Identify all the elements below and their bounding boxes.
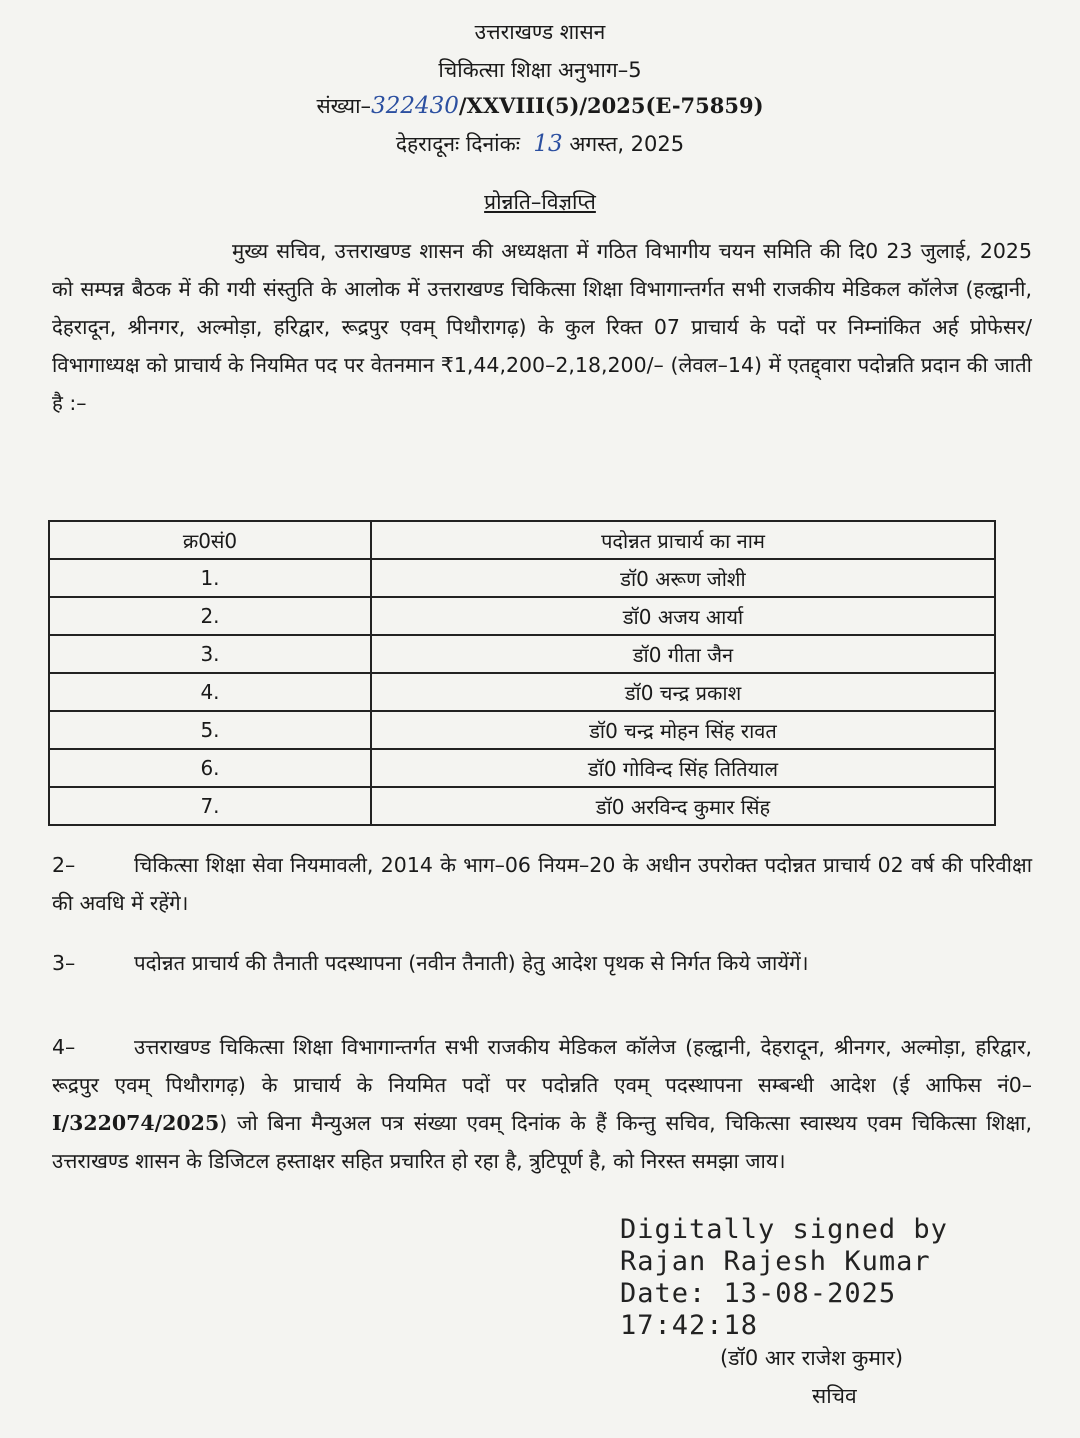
issue-date: देहरादूनः दिनांकः 13 अगस्त, 2025 <box>395 131 685 157</box>
paragraph-2: 2– चिकित्सा शिक्षा सेवा नियमावली, 2014 के भाग–06 नियम–20 के अधीन उपरोक्त पदोन्नत प्राचार्य 02 वर्ष की परिवीक्षा की अवधि में रहेंगे। <box>52 853 1032 915</box>
column-header-sn: क्र0सं0 <box>49 521 371 559</box>
table-row <box>49 559 995 597</box>
row-name: डॉ0 चन्द्र प्रकाश <box>371 673 995 711</box>
govt-name: उत्तराखण्ड शासन <box>474 20 606 44</box>
row-name: डॉ0 अरूण जोशी <box>371 559 995 597</box>
handwritten-ref: 322430 <box>371 93 459 119</box>
officer-name: (डॉ0 आर राजेश कुमार) <box>720 1346 904 1370</box>
paragraph-4-body: 4– उत्तराखण्ड चिकित्सा शिक्षा विभागान्तर्गत सभी राजकीय मेडिकल कॉलेज (हल्द्वानी, देहरादून, श्रीनगर, अल्मोड़ा, हरिद्वार, रूद्रपुर एवम् पिथौरागढ़) के प्राचार्य के नियमित पदों पर पदोन्नति एवम् पदस्थापना सम्बन्धी आदेश (ई आफिस नं0–I/322074/2025) जो बिना मैन्युअल पत्र संख्या एवम् दिनांक के हैं किन्तु सचिव, चिकित्सा स्वास्थय एवम चिकित्सा शिक्षा, उत्तराखण्ड शासन के डिजिटल हस्ताक्षर सहित प्रचारित हो रहा है, त्रुटिपूर्ण है, को निरस्त समझा जाय। <box>52 1035 1032 1173</box>
table-row <box>49 787 995 825</box>
row-sn: 6. <box>49 749 371 787</box>
column-header-name: पदोन्नत प्राचार्य का नाम <box>371 521 995 559</box>
row-name: डॉ0 अरविन्द कुमार सिंह <box>371 787 995 825</box>
reference-number: संख्या–322430/XXVIII(5)/2025(E-75859) <box>316 93 764 119</box>
table-row <box>49 673 995 711</box>
table-row <box>49 749 995 787</box>
paragraph-3: 3– पदोन्नत प्राचार्य की तैनाती पदस्थापना (नवीन तैनाती) हेतु आदेश पृथक से निर्गत किये जायेंगें। <box>52 951 809 975</box>
table-header-row <box>49 521 995 559</box>
digital-signature-block: Digitally signed by Rajan Rajesh Kumar Date: 13-08-2025 17:42:18 <box>620 1214 948 1341</box>
row-sn: 2. <box>49 597 371 635</box>
row-sn: 4. <box>49 673 371 711</box>
notice-title: प्रोन्नति–विज्ञप्ति <box>484 190 596 214</box>
table-row <box>49 635 995 673</box>
row-name: डॉ0 चन्द्र मोहन सिंह रावत <box>371 711 995 749</box>
section-name: चिकित्सा शिक्षा अनुभाग–5 <box>438 58 642 82</box>
row-name: डॉ0 गीता जैन <box>371 635 995 673</box>
table-row <box>49 711 995 749</box>
handwritten-date: 13 <box>533 131 563 157</box>
row-sn: 5. <box>49 711 371 749</box>
row-sn: 1. <box>49 559 371 597</box>
promotion-table <box>48 520 996 826</box>
officer-designation: सचिव <box>812 1384 857 1408</box>
table-row <box>49 597 995 635</box>
paragraph-1: मुख्य सचिव, उत्तराखण्ड शासन की अध्यक्षता में गठित विभागीय चयन समिति की दि0 23 जुलाई, 2025 को सम्पन्न बैठक में की गयी संस्तुति के आलोक में उत्तराखण्ड चिकित्सा शिक्षा विभागान्तर्गत सभी राजकीय मेडिकल कॉलेज (हल्द्वानी, देहरादून, श्रीनगर, अल्मोड़ा, हरिद्वार, रूद्रपुर एवम् पिथौरागढ़) के कुल रिक्त 07 प्राचार्य के पदों पर निम्नांकित अर्ह प्रोफेसर/विभागाध्यक्ष को प्राचार्य के नियमित पद पर वेतनमान ₹1,44,200–2,18,200/– (लेवल–14) में एतद्द्वारा पदोन्नति प्रदान की जाती है :– <box>52 239 1032 415</box>
row-sn: 3. <box>49 635 371 673</box>
row-name: डॉ0 अजय आर्या <box>371 597 995 635</box>
row-name: डॉ0 गोविन्द सिंह तितियाल <box>371 749 995 787</box>
row-sn: 7. <box>49 787 371 825</box>
